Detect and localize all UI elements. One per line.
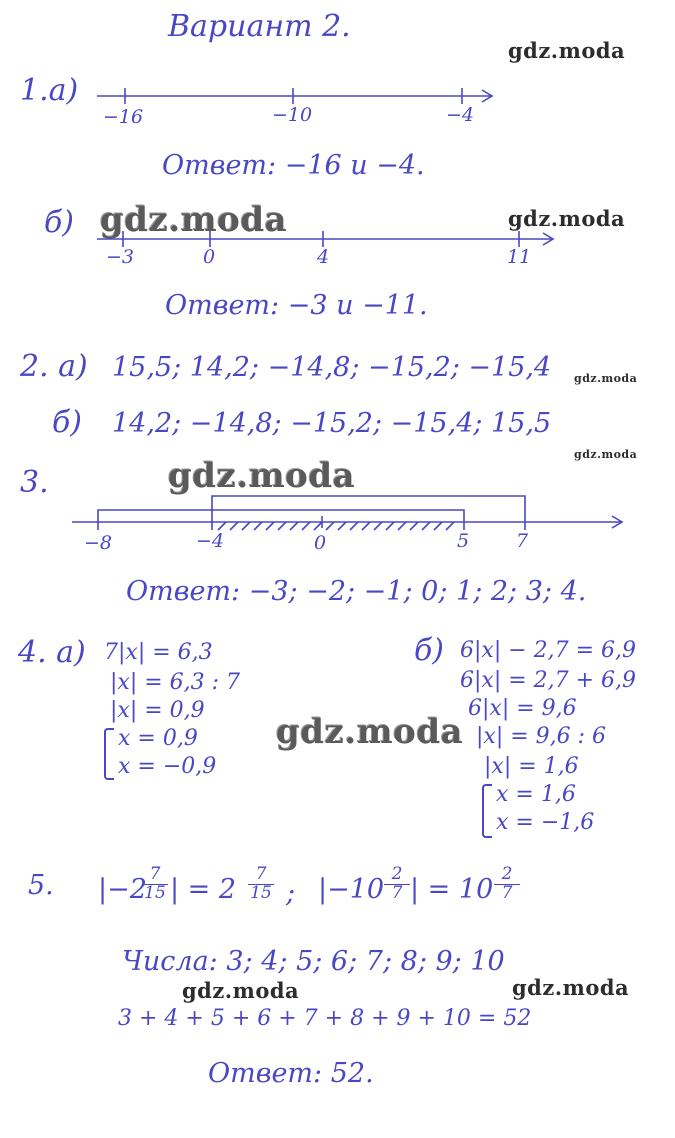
task2-a-text: 15,5; 14,2; −14,8; −15,2; −15,4 xyxy=(112,352,552,383)
watermark: gdz.moda xyxy=(276,712,464,752)
task4-b-line: 6|x| − 2,7 = 6,9 xyxy=(460,638,637,663)
fraction xyxy=(384,866,410,903)
watermark: gdz.moda xyxy=(182,978,300,1003)
fraction-denominator: 15 xyxy=(142,884,168,903)
tick-label: 7 xyxy=(516,530,529,552)
fraction-numerator: 2 xyxy=(501,864,513,884)
fraction-numerator: 7 xyxy=(255,864,267,884)
abs-expr-1-mid: | = 2 xyxy=(170,874,237,905)
tick-label: 0 xyxy=(314,532,327,554)
watermark: gdz.moda xyxy=(168,456,356,496)
task1-b-answer: Ответ: −3 и −11. xyxy=(165,290,428,321)
tick-label: 0 xyxy=(203,246,216,268)
watermark: gdz.moda xyxy=(508,206,626,231)
task2-a-label: 2. а) xyxy=(20,349,88,384)
solution-bracket xyxy=(104,728,114,780)
task4-b-line: x = 1,6 xyxy=(496,782,576,807)
task4-b-line: 6|x| = 9,6 xyxy=(468,696,577,721)
abs-expr-1-left: |−2 xyxy=(98,874,147,905)
task1-b-label: б) xyxy=(44,205,75,240)
fraction-denominator: 15 xyxy=(248,884,274,903)
task4-b-line: x = −1,6 xyxy=(496,810,595,835)
task4-a-line: x = −0,9 xyxy=(118,754,217,779)
task4-a-line: |x| = 6,3 : 7 xyxy=(110,670,241,695)
page-title: Вариант 2. xyxy=(168,9,351,44)
fraction-denominator: 7 xyxy=(494,884,520,903)
task5-answer: Ответ: 52. xyxy=(208,1058,374,1089)
task5-label: 5. xyxy=(28,870,54,901)
tick-label: 11 xyxy=(507,246,532,268)
watermark: gdz.moda xyxy=(100,200,288,240)
task4-b-line: |x| = 1,6 xyxy=(484,754,579,779)
task2-b-label: б) xyxy=(52,405,83,440)
task4-b-label: б) xyxy=(414,633,445,668)
task2-b-text: 14,2; −14,8; −15,2; −15,4; 15,5 xyxy=(112,408,552,439)
task3-label: 3. xyxy=(20,465,49,500)
task1-a-answer: Ответ: −16 и −4. xyxy=(162,150,425,181)
watermark: gdz.moda xyxy=(574,448,638,461)
abs-expr-2-left: |−10 xyxy=(318,874,385,905)
separator: ; xyxy=(286,878,296,909)
watermark: gdz.moda xyxy=(512,975,630,1000)
abs-expr-2-mid: | = 10 xyxy=(410,874,494,905)
fraction xyxy=(142,866,168,903)
tick-label: −16 xyxy=(103,106,144,128)
task3-answer: Ответ: −3; −2; −1; 0; 1; 2; 3; 4. xyxy=(126,576,587,607)
tick-label: 5 xyxy=(457,530,470,552)
watermark: gdz.moda xyxy=(508,38,626,63)
task4-a-line: |x| = 0,9 xyxy=(110,698,205,723)
fraction xyxy=(494,866,520,903)
task4-a-line: x = 0,9 xyxy=(118,726,198,751)
tick-label: −8 xyxy=(84,532,113,554)
fraction xyxy=(248,866,274,903)
tick-label: −3 xyxy=(106,246,135,268)
fraction-denominator: 7 xyxy=(384,884,410,903)
tick-label: −10 xyxy=(272,104,313,126)
fraction-numerator: 2 xyxy=(391,864,403,884)
task4-a-line: 7|x| = 6,3 xyxy=(104,640,213,665)
fraction-numerator: 7 xyxy=(149,864,161,884)
tick-label: 4 xyxy=(317,246,330,268)
task4-b-line: |x| = 9,6 : 6 xyxy=(476,724,607,749)
watermark: gdz.moda xyxy=(574,372,638,385)
task4-a-label: 4. а) xyxy=(18,635,86,670)
task1-a-label: 1.а) xyxy=(20,73,79,108)
task4-b-line: 6|x| = 2,7 + 6,9 xyxy=(460,668,637,693)
number-line-1b xyxy=(0,222,675,262)
number-line-1a xyxy=(0,80,675,120)
task5-sum: 3 + 4 + 5 + 6 + 7 + 8 + 9 + 10 = 52 xyxy=(118,1006,532,1031)
tick-label: −4 xyxy=(446,104,475,126)
solution-bracket xyxy=(482,784,492,838)
task5-numbers: Числа: 3; 4; 5; 6; 7; 8; 9; 10 xyxy=(122,946,505,977)
tick-label: −4 xyxy=(196,530,225,552)
